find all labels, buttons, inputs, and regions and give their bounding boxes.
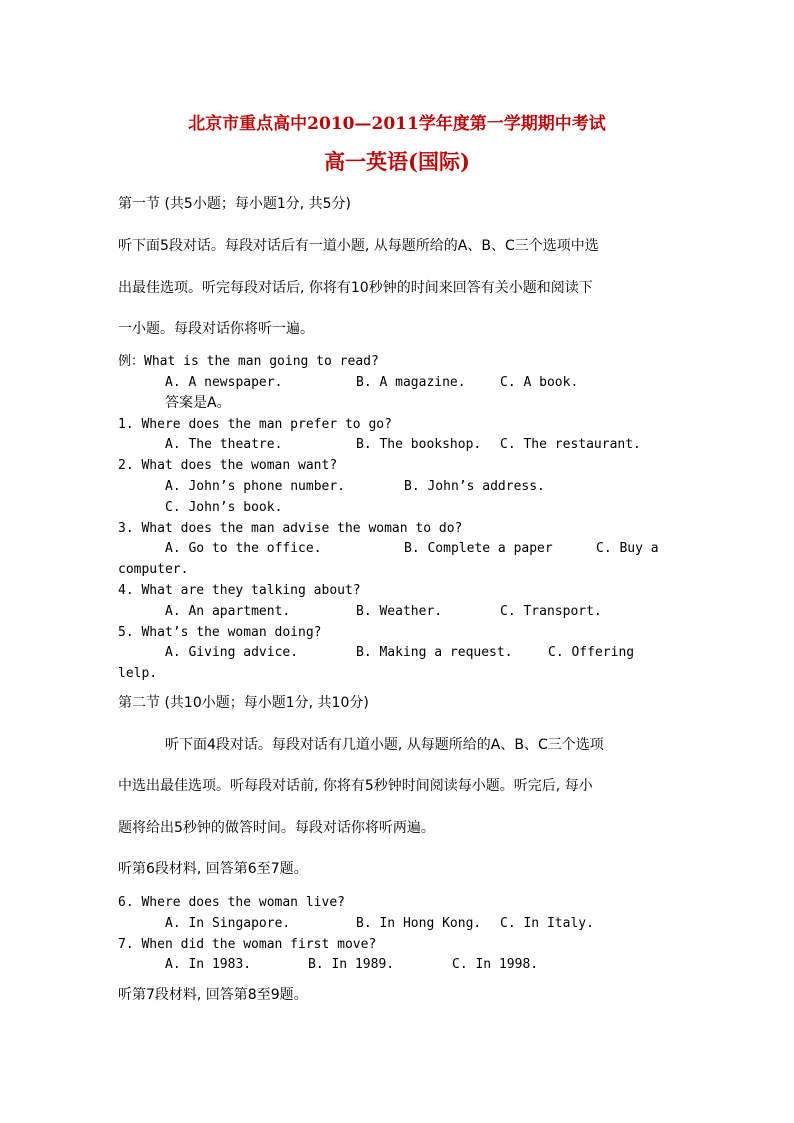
option-c-continued: computer.: [118, 562, 189, 577]
option-c: C. Transport.: [500, 604, 602, 619]
option-a: A. Go to the office.: [165, 541, 322, 556]
material-instruction: 听第7段材料, 回答第8至9题。: [118, 987, 308, 1003]
question-text: 2. What does the woman want?: [118, 458, 338, 473]
question-text: 7. When did the woman first move?: [118, 937, 377, 952]
option-a: A. An apartment.: [165, 604, 291, 619]
exam-title: 北京市重点高中2010—2011学年度第一学期期中考试: [188, 114, 606, 134]
section1-instruction-line: 一小题。每段对话你将听一遍。: [118, 321, 314, 337]
option-a: A. John’s phone number.: [165, 479, 346, 494]
option-b: B. A magazine.: [356, 375, 466, 390]
option-b: B. In Hong Kong.: [356, 916, 482, 931]
example-answer: 答案是A。: [165, 395, 231, 411]
option-c: C. The restaurant.: [500, 437, 641, 452]
option-b: B. Complete a paper: [404, 541, 553, 556]
option-c-continued: lelp.: [118, 666, 158, 681]
option-a: A. In 1983.: [165, 957, 252, 972]
option-c: C. A book.: [500, 375, 579, 390]
question-text: 1. Where does the man prefer to go?: [118, 417, 392, 432]
option-c: C. Buy a: [596, 541, 659, 556]
option-c: C. John’s book.: [165, 500, 283, 515]
option-c: C. In 1998.: [452, 957, 539, 972]
option-b: B. The bookshop.: [356, 437, 482, 452]
section1-instruction-line: 出最佳选项。听完每段对话后, 你将有10秒钟的时间来回答有关小题和阅读下: [118, 280, 593, 296]
option-a: A. Giving advice.: [165, 645, 299, 660]
material-instruction: 听第6段材料, 回答第6至7题。: [118, 861, 308, 877]
option-c: C. In Italy.: [500, 916, 594, 931]
option-a: A. In Singapore.: [165, 916, 291, 931]
section2-heading: 第二节 (共10小题；每小题1分, 共10分): [118, 695, 369, 711]
section2-instruction-line: 中选出最佳选项。听每段对话前, 你将有5秒钟时间阅读每小题。听完后, 每小: [118, 778, 593, 794]
section1-heading: 第一节 (共5小题；每小题1分, 共5分): [118, 196, 351, 212]
option-b: B. Making a request.: [356, 645, 513, 660]
option-a: A. The theatre.: [165, 437, 283, 452]
section1-instruction-line: 听下面5段对话。每段对话后有一道小题, 从每题所给的A、B、C三个选项中选: [118, 238, 599, 254]
option-a: A. A newspaper.: [165, 375, 283, 390]
question-text: 4. What are they talking about?: [118, 583, 361, 598]
question-text: 5. What’s the woman doing?: [118, 625, 322, 640]
question-text: 6. Where does the woman live?: [118, 895, 345, 910]
section2-instruction-line: 听下面4段对话。每段对话有几道小题, 从每题所给的A、B、C三个选项: [165, 737, 604, 753]
example-question: 例：What is the man going to read?: [118, 354, 379, 369]
section2-instruction-line: 题将给出5秒钟的做答时间。每段对话你将听两遍。: [118, 820, 435, 836]
option-b: B. Weather.: [356, 604, 443, 619]
question-text: 3. What does the man advise the woman to do?: [118, 521, 463, 536]
option-b: B. John’s address.: [404, 479, 545, 494]
exam-subtitle: 高一英语(国际): [324, 149, 470, 174]
option-b: B. In 1989.: [308, 957, 395, 972]
option-c: C. Offering: [548, 645, 635, 660]
